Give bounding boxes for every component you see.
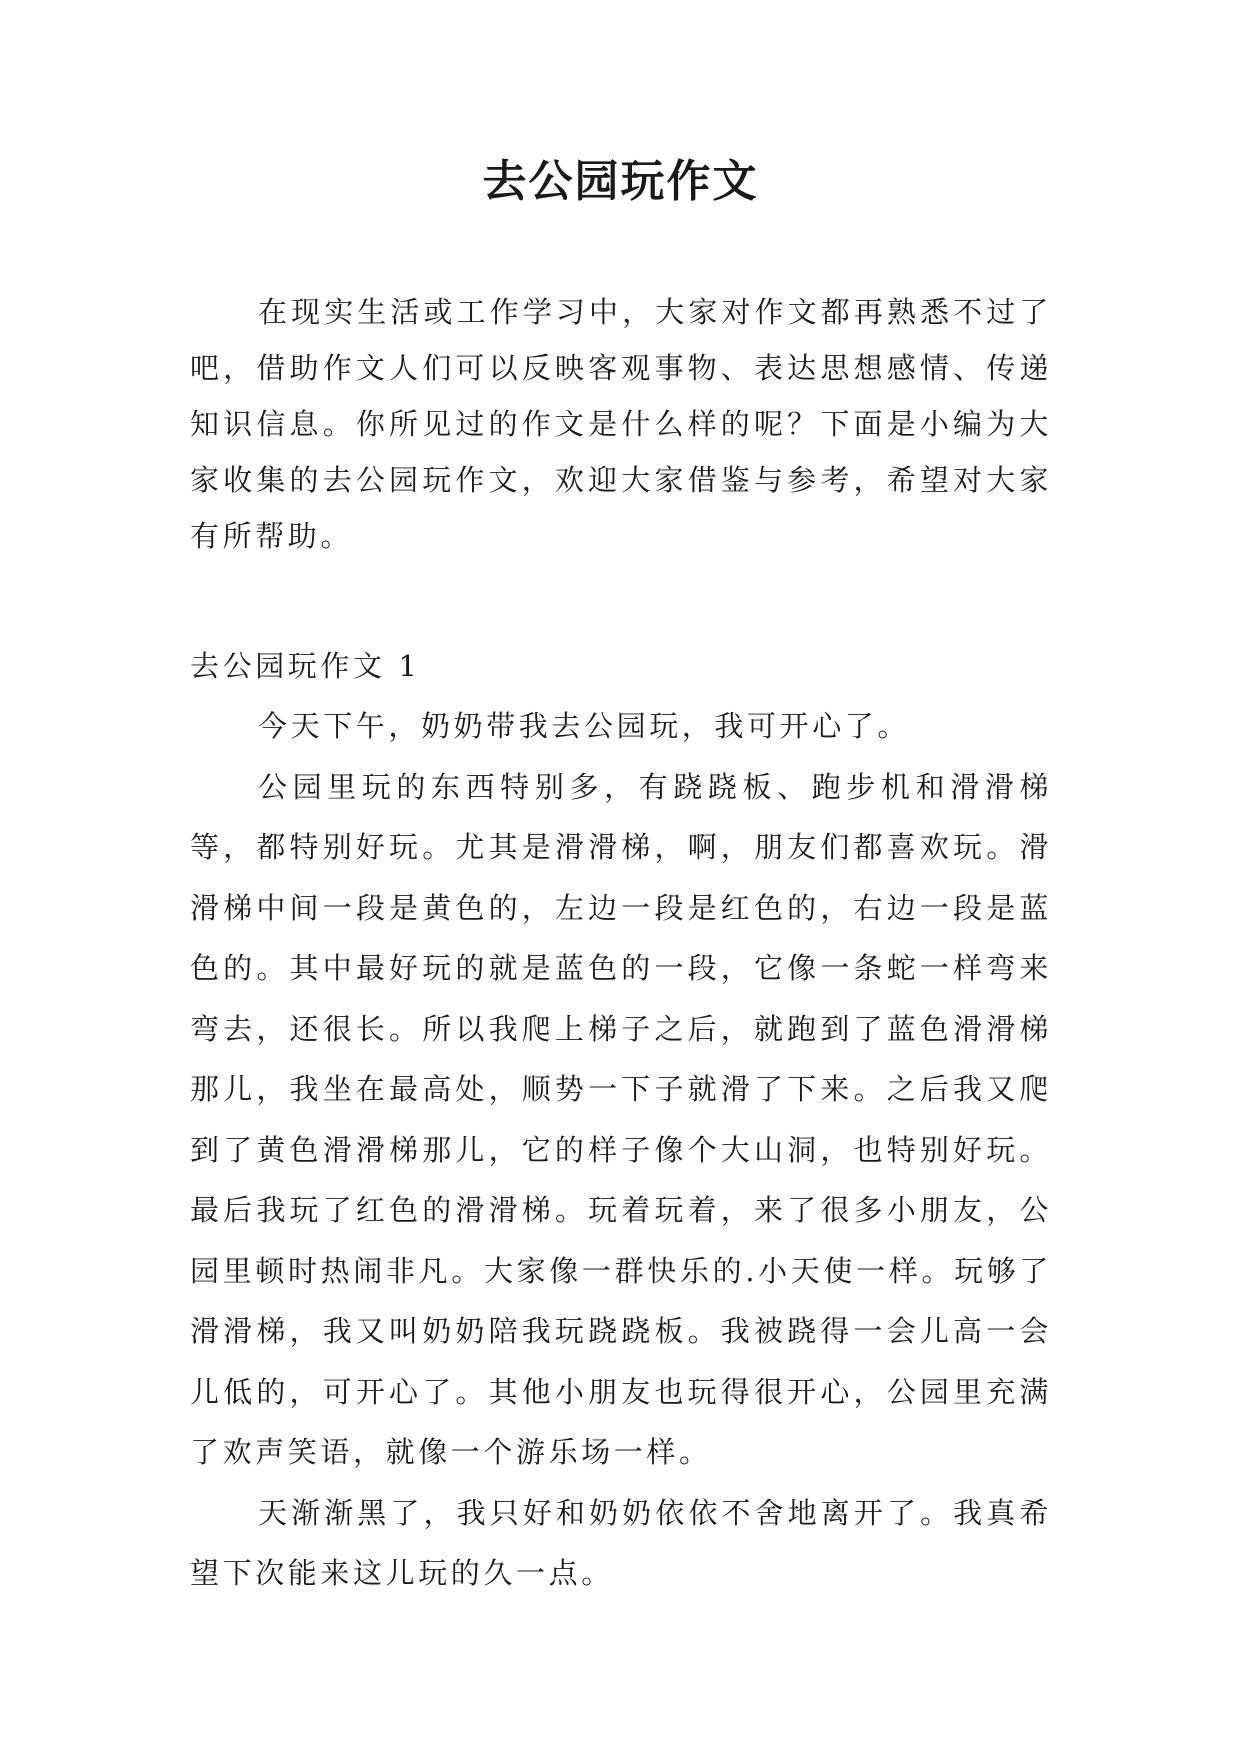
intro-paragraph: 在现实生活或工作学习中，大家对作文都再熟悉不过了吧，借助作文人们可以反映客观事物、表达思想感情、传递知识信息。你所见过的作文是什么样的呢？下面是小编为大家收集的去公园玩作文，欢迎大家借鉴与参考，希望对大家有所帮助。 — [190, 295, 1052, 553]
essay-paragraph: 公园里玩的东西特别多，有跷跷板、跑步机和滑滑梯等，都特别好玩。尤其是滑滑梯，啊，朋友们都喜欢玩。滑滑梯中间一段是黄色的，左边一段是红色的，右边一段是蓝色的。其中最好玩的就是蓝色的一段，它像一条蛇一样弯来弯去，还很长。所以我爬上梯子之后，就跑到了蓝色滑滑梯那儿，我坐在最高处，顺势一下子就滑了下来。之后我又爬到了黄色滑滑梯那儿，它的样子像个大山洞，也特别好玩。最后我玩了红色的滑滑梯。玩着玩着，来了很多小朋友，公园里顿时热闹非凡。大家像一群快乐的.小天使一样。玩够了滑滑梯，我又叫奶奶陪我玩跷跷板。我被跷得一会儿高一会儿低的，可开心了。其他小朋友也玩得很开心，公园里充满了欢声笑语，就像一个游乐场一样。 — [190, 769, 1052, 1469]
document-title: 去公园玩作文 — [482, 156, 759, 207]
essay-paragraph: 天渐渐黑了，我只好和奶奶依依不舍地离开了。我真希望下次能来这儿玩的久一点。 — [190, 1495, 1052, 1590]
section-heading: 去公园玩作文 1 — [190, 649, 421, 683]
essay-body — [190, 696, 1052, 1604]
essay-paragraph: 今天下午，奶奶带我去公园玩，我可开心了。 — [258, 709, 911, 743]
